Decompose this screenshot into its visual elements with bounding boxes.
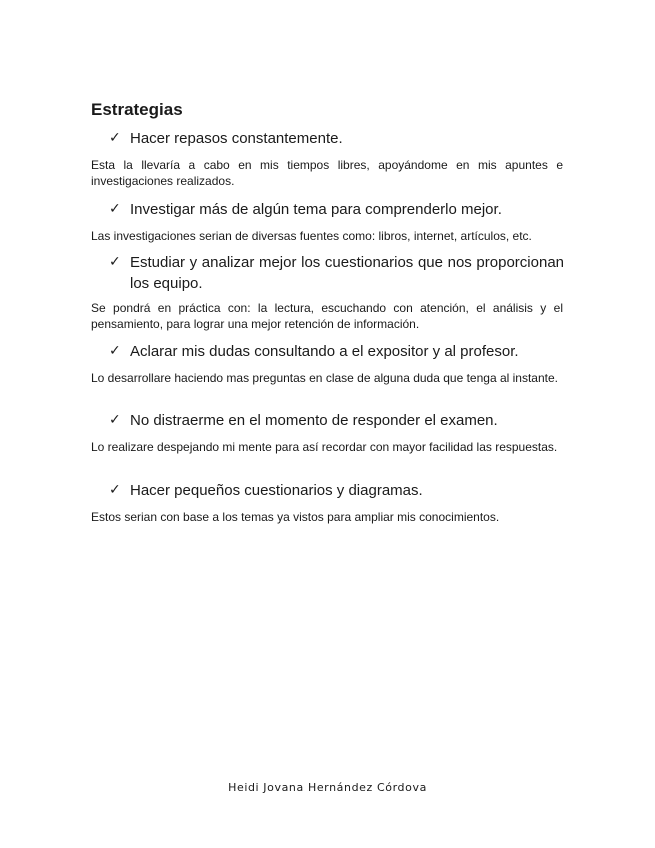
page-footer-author: Heidi Jovana Hernández Córdova <box>228 781 427 794</box>
check-mark-icon: ✓ <box>109 343 121 359</box>
strategy-bullet <box>109 128 564 149</box>
strategy-bullet <box>109 480 564 501</box>
strategy-bullet <box>109 341 564 362</box>
strategy-title: Estudiar y analizar mejor los cuestionarios que nos proporcionan los equipo. <box>130 254 564 292</box>
check-mark-icon: ✓ <box>109 254 121 270</box>
strategy-description: Lo realizare despejando mi mente para así recordar con mayor facilidad las respuestas. <box>91 440 558 454</box>
strategy-title: No distraerme en el momento de responder el examen. <box>130 412 498 429</box>
strategy-description: Estos serian con base a los temas ya vistos para ampliar mis conocimientos. <box>91 510 500 524</box>
strategy-bullet <box>109 199 564 220</box>
check-mark-icon: ✓ <box>109 130 121 146</box>
check-mark-icon: ✓ <box>109 482 121 498</box>
strategy-description: Lo desarrollare haciendo mas preguntas en clase de alguna duda que tenga al instante. <box>91 371 558 385</box>
strategy-title: Hacer repasos constantemente. <box>130 130 343 147</box>
strategy-title: Investigar más de algún tema para comprenderlo mejor. <box>130 201 502 218</box>
check-mark-icon: ✓ <box>109 412 121 428</box>
strategy-description: Esta la llevaría a cabo en mis tiempos libres, apoyándome en mis apuntes e investigaciones realizados. <box>91 158 563 188</box>
strategy-description: Se pondrá en práctica con: la lectura, escuchando con atención, el análisis y el pensamiento, para lograr una mejor retención de información. <box>91 301 563 331</box>
section-heading: Estrategias <box>91 100 183 119</box>
strategy-bullet <box>109 410 564 431</box>
strategy-description: Las investigaciones serian de diversas fuentes como: libros, internet, artículos, etc. <box>91 229 532 243</box>
strategy-bullet <box>109 252 564 294</box>
strategy-title: Aclarar mis dudas consultando a el expositor y al profesor. <box>130 343 519 360</box>
strategy-title: Hacer pequeños cuestionarios y diagramas. <box>130 482 423 499</box>
check-mark-icon: ✓ <box>109 201 121 217</box>
